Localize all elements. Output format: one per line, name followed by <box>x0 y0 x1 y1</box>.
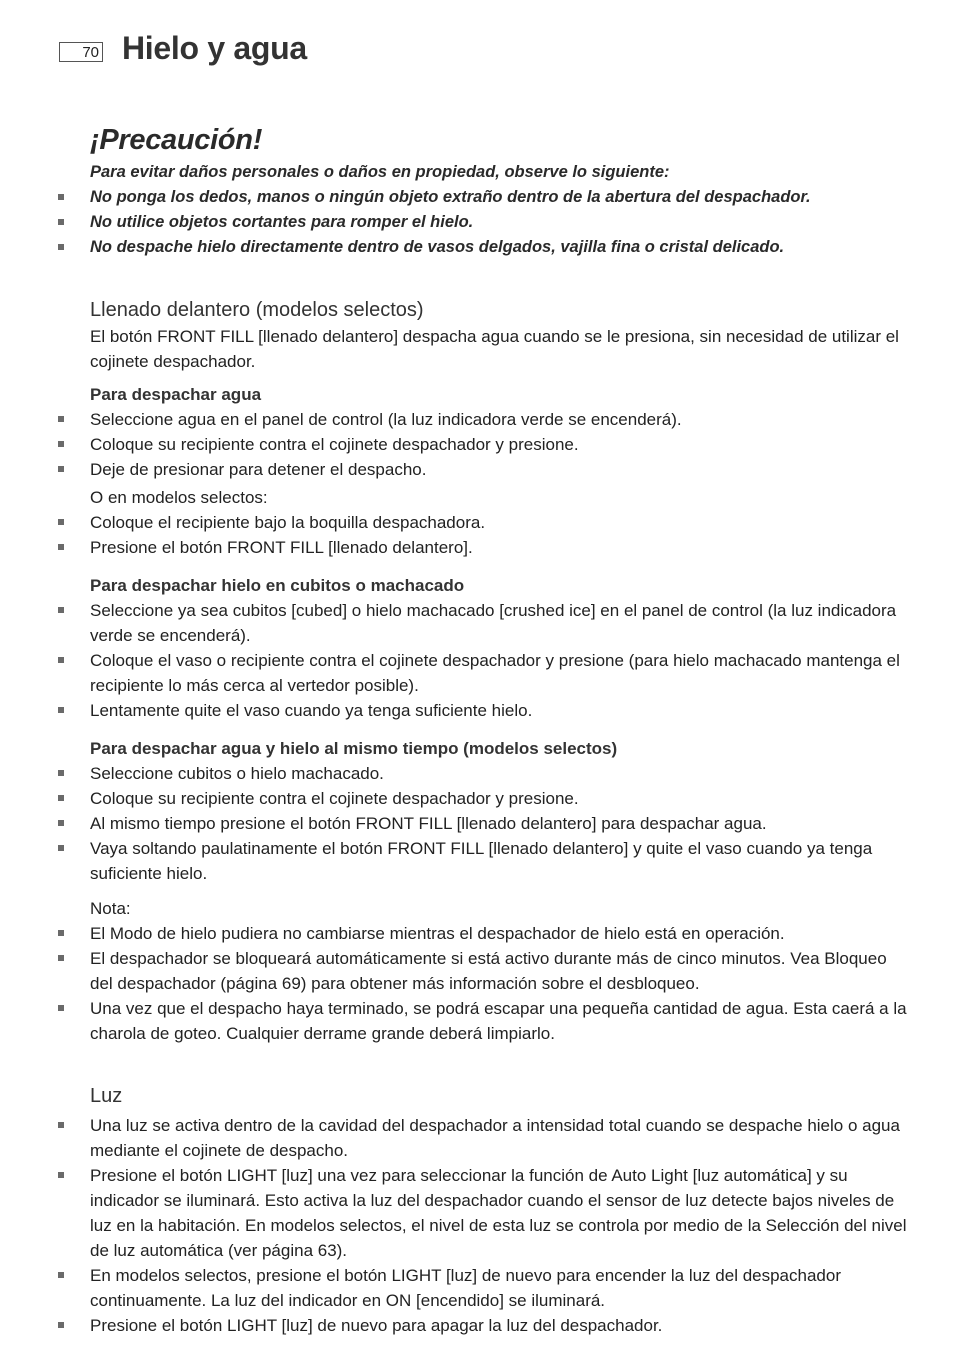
caution-title: ¡Precaución! <box>90 124 263 156</box>
front-fill-section <box>90 296 910 1046</box>
page-number: 70 <box>59 42 103 62</box>
list-item: Presione el botón FRONT FILL [llenado delantero]. <box>90 535 910 560</box>
water-steps-list <box>90 407 910 482</box>
list-item: No ponga los dedos, manos o ningún objeto extraño dentro de la abertura del despachador. <box>90 185 910 210</box>
list-item: Una vez que el despacho haya terminado, se podrá escapar una pequeña cantidad de agua. Esta caerá a la charola de goteo. Cualquier derrame grande deberá limpiarlo. <box>90 996 910 1046</box>
list-item: No despache hielo directamente dentro de vasos delgados, vajilla fina o cristal delicado. <box>90 235 910 260</box>
caution-intro: Para evitar daños personales o daños en propiedad, observe lo siguiente: <box>90 163 670 181</box>
list-item: Al mismo tiempo presione el botón FRONT FILL [llenado delantero] para despachar agua. <box>90 811 910 836</box>
list-item: Coloque el vaso o recipiente contra el cojinete despachador y presione (para hielo machacado mantenga el recipiente lo más cerca al vertedor posible). <box>90 648 910 698</box>
list-item: El despachador se bloqueará automáticamente si está activo durante más de cinco minutos. Vea Bloqueo del despachador (página 69) para obtener más información sobre el desbloqueo. <box>90 946 910 996</box>
caution-list <box>90 185 910 260</box>
caution-section <box>90 120 910 260</box>
section-heading-light: Luz <box>90 1085 123 1107</box>
list-item: No utilice objetos cortantes para romper el hielo. <box>90 210 910 235</box>
section-heading-front-fill: Llenado delantero (modelos selectos) <box>90 299 424 321</box>
list-item: Coloque el recipiente bajo la boquilla despachadora. <box>90 510 910 535</box>
ice-steps-list <box>90 598 910 723</box>
list-item: Seleccione ya sea cubitos [cubed] o hielo machacado [crushed ice] en el panel de control (la luz indicadora verde se encenderá). <box>90 598 910 648</box>
list-item: En modelos selectos, presione el botón LIGHT [luz] de nuevo para encender la luz del despachador continuamente. La luz del indicador en ON [encendido] se iluminará. <box>90 1263 910 1313</box>
light-list <box>90 1113 910 1338</box>
list-item: Deje de presionar para detener el despacho. <box>90 457 910 482</box>
list-item: Lentamente quite el vaso cuando ya tenga suficiente hielo. <box>90 698 910 723</box>
subheading-ice: Para despachar hielo en cubitos o machacado <box>90 576 465 595</box>
front-fill-description: El botón FRONT FILL [llenado delantero] despacha agua cuando se le presiona, sin necesidad de utilizar el cojinete despachador. <box>90 327 899 371</box>
list-item: Presione el botón LIGHT [luz] de nuevo para apagar la luz del despachador. <box>90 1313 910 1338</box>
note-label: Nota: <box>90 899 131 918</box>
list-item: Vaya soltando paulatinamente el botón FRONT FILL [llenado delantero] y quite el vaso cuando ya tenga suficiente hielo. <box>90 836 910 886</box>
list-item: Coloque su recipiente contra el cojinete despachador y presione. <box>90 432 910 457</box>
water-ice-steps-list <box>90 761 910 886</box>
list-item: El Modo de hielo pudiera no cambiarse mientras el despachador de hielo está en operación. <box>90 921 910 946</box>
note-list <box>90 921 910 1046</box>
list-item: Una luz se activa dentro de la cavidad del despachador a intensidad total cuando se despache hielo o agua mediante el cojinete de despacho. <box>90 1113 910 1163</box>
list-item: Seleccione cubitos o hielo machacado. <box>90 761 910 786</box>
list-item: Seleccione agua en el panel de control (la luz indicadora verde se encenderá). <box>90 407 910 432</box>
list-item: Presione el botón LIGHT [luz] una vez para seleccionar la función de Auto Light [luz automática] y su indicador se iluminará. Esto activa la luz del despachador cuando el sensor de luz detecte bajos niveles de luz en la habitación. En modelos selectos, el nivel de esta luz se controla por medio de la Selección del nivel de luz automática (ver página 63). <box>90 1163 910 1263</box>
light-section <box>90 1082 910 1338</box>
subheading-water: Para despachar agua <box>90 385 262 404</box>
list-item: Coloque su recipiente contra el cojinete despachador y presione. <box>90 786 910 811</box>
page-title: Hielo y agua <box>122 30 307 66</box>
alt-steps-list <box>90 510 910 560</box>
alt-models-label: O en modelos selectos: <box>90 488 268 507</box>
subheading-water-and-ice: Para despachar agua y hielo al mismo tiempo (modelos selectos) <box>90 739 618 758</box>
page-content <box>90 120 910 1338</box>
